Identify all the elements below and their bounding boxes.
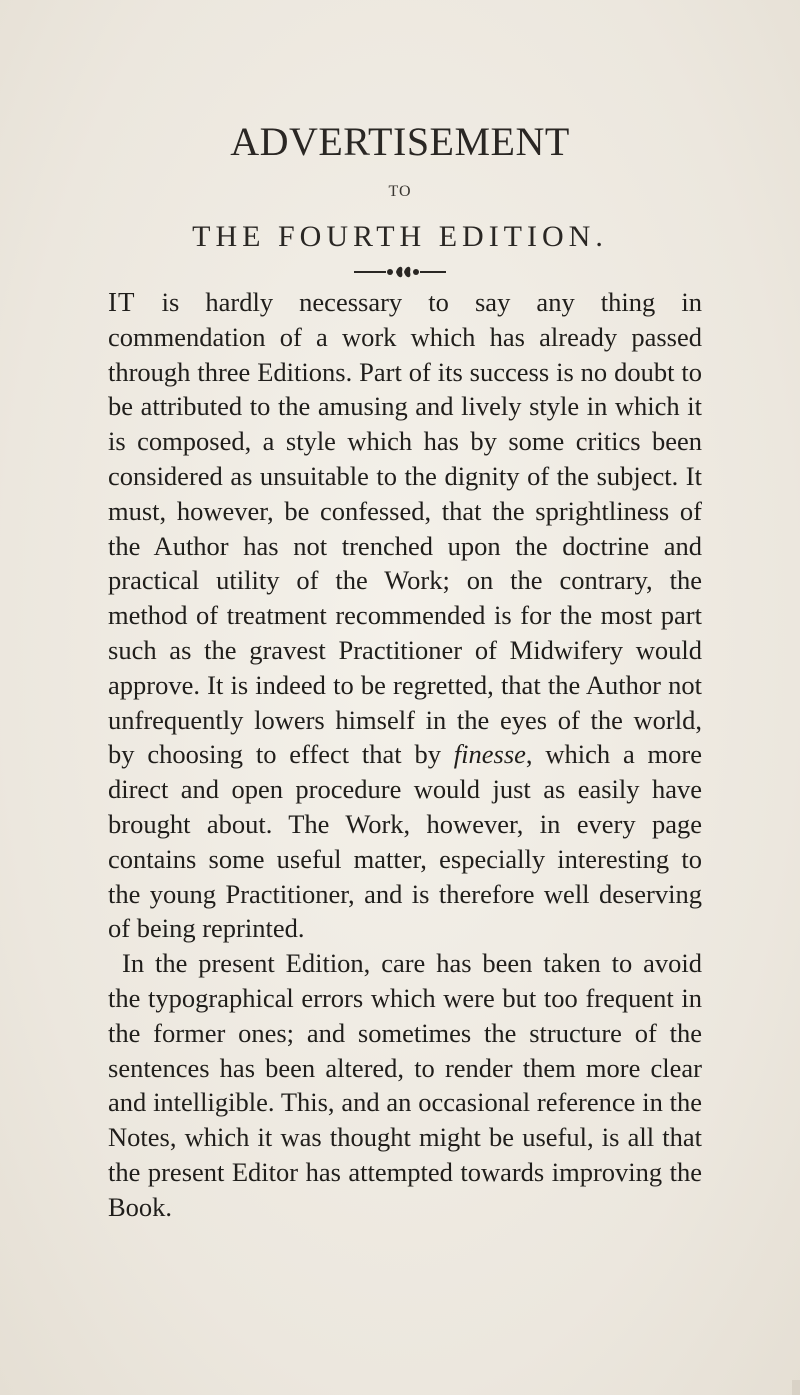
advertisement-body [108, 285, 702, 1225]
paragraph-1 [108, 285, 702, 946]
subtitle-to: TO [388, 183, 412, 200]
edition-heading: THE FOURTH EDITION. [192, 220, 608, 253]
drop-cap: IT [108, 287, 136, 317]
italic-finesse: finesse [453, 739, 526, 770]
scan-edge-mark [792, 1380, 800, 1395]
paragraph-2: In the present Edition, care has been taken to avoid the typographical errors which were but too frequent in the former ones; and sometimes the structure of the sentences has been altered, to render them more clear and intelligible. This, and an occasional reference in the Notes, which it was thought might be useful, is all that the present Editor has attempted towards improving the Book. [108, 948, 702, 1222]
paragraph-1-text: is hardly necessary to say any thing in commendation of a work which has already passed through three Editions. Part of its success is no doubt to be attributed to the amusing and lively style in which it is composed, a style which has by some critics been considered as unsuitable to the dignity of the subject. It must, however, be confessed, that the sprightliness of the Author has not trenched upon the doctrine and practical utility of the Work; on the contrary, the method of treatment recommended is for the most part such as the gravest Practitioner of Midwifery would approve. It is indeed to be regretted, that the Author not unfrequently lowers himself in the eyes of the world, by choosing to effect that by [108, 287, 702, 770]
ornamental-rule-icon [352, 262, 448, 282]
page-title: ADVERTISEMENT [230, 119, 570, 164]
paragraph-1-text-continued: , which a more direct and open procedure would just as easily have brought about. The Work, however, in every page contains some useful matter, especially interesting to the young Practitioner, and is therefore well deserving of being reprinted. [108, 739, 702, 944]
